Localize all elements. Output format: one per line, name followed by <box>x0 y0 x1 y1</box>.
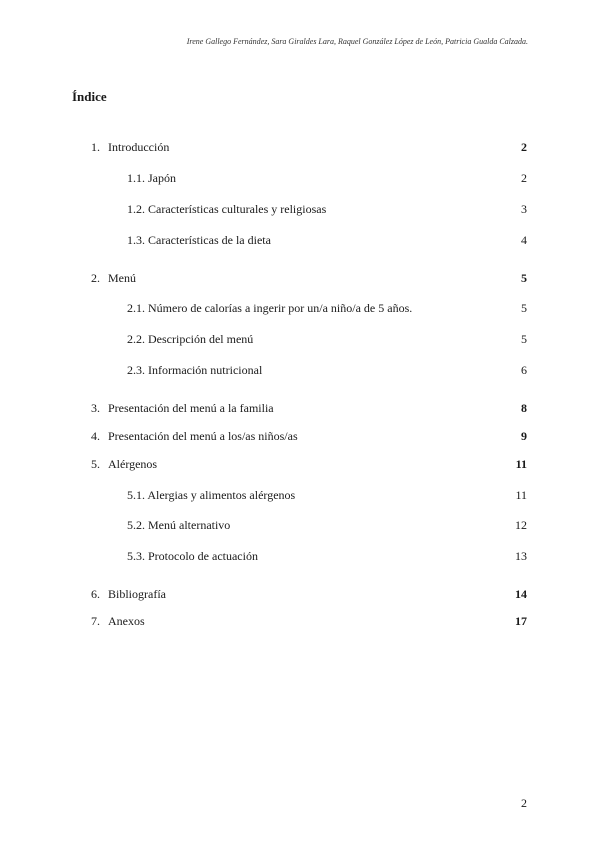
toc-entry-page: 9 <box>521 429 527 443</box>
toc-entry-label: Presentación del menú a los/as niños/as <box>108 429 298 443</box>
toc-entry-page: 11 <box>515 457 527 471</box>
toc-entry-number: 5. <box>91 457 100 471</box>
toc-subentry-label: 2.3. Información nutricional <box>127 363 263 377</box>
toc-subentry[interactable] <box>0 300 600 316</box>
toc-entry-page: 2 <box>521 140 527 154</box>
toc-entry[interactable] <box>0 428 600 444</box>
toc-entry-label: Anexos <box>108 614 145 628</box>
toc-subentry[interactable] <box>0 331 600 347</box>
toc-entry[interactable] <box>0 270 600 286</box>
toc-subentry[interactable] <box>0 548 600 564</box>
toc-subentry-page: 5 <box>521 301 527 315</box>
toc-entry-label: Presentación del menú a la familia <box>108 401 274 415</box>
toc-entry-label: Menú <box>108 271 136 285</box>
toc-entry[interactable] <box>0 613 600 629</box>
toc-subentry[interactable] <box>0 201 600 217</box>
toc-subentry-label: 5.1. Alergias y alimentos alérgenos <box>127 488 296 502</box>
toc-subentry-page: 13 <box>515 549 527 563</box>
toc-entry-label: Bibliografía <box>108 587 166 601</box>
toc-subentry[interactable] <box>0 170 600 186</box>
toc-entry-number: 2. <box>91 271 100 285</box>
toc-subentry-page: 4 <box>521 233 527 247</box>
page-header-authors: Irene Gallego Fernández, Sara Giraldes Lara, Raquel González López de León, Patricia Gualda Calzada. <box>186 37 528 46</box>
toc-entry[interactable] <box>0 139 600 155</box>
toc-subentry[interactable] <box>0 517 600 533</box>
toc-subentry-label: 5.3. Protocolo de actuación <box>127 549 258 563</box>
toc-entry-number: 1. <box>91 140 100 154</box>
toc-entry[interactable] <box>0 400 600 416</box>
toc-entry-page: 14 <box>515 587 527 601</box>
toc-subentry-label: 5.2. Menú alternativo <box>127 518 231 532</box>
toc-entry-number: 4. <box>91 429 100 443</box>
toc-entry-label: Introducción <box>108 140 170 154</box>
toc-subentry-page: 6 <box>521 363 527 377</box>
toc-subentry-page: 2 <box>521 171 527 185</box>
toc-subentry-page: 3 <box>521 202 527 216</box>
toc-entry-page: 17 <box>515 614 527 628</box>
toc-entry-number: 6. <box>91 587 100 601</box>
toc-entry-label: Alérgenos <box>108 457 158 471</box>
toc-subentry-label: 2.2. Descripción del menú <box>127 332 254 346</box>
toc-subentry-page: 5 <box>521 332 527 346</box>
toc-subentry-label: 1.3. Características de la dieta <box>127 233 271 247</box>
toc-entry[interactable] <box>0 456 600 472</box>
toc-subentry-label: 1.1. Japón <box>127 171 176 185</box>
page-title: Índice <box>72 89 107 104</box>
toc-entry-number: 3. <box>91 401 100 415</box>
toc-subentry[interactable] <box>0 232 600 248</box>
toc-entry-page: 5 <box>521 271 527 285</box>
toc-entry-page: 8 <box>521 401 527 415</box>
toc-subentry[interactable] <box>0 362 600 378</box>
toc-subentry[interactable] <box>0 487 600 503</box>
toc-subentry-page: 12 <box>515 518 527 532</box>
toc-subentry-label: 2.1. Número de calorías a ingerir por un/a niño/a de 5 años. <box>127 301 413 315</box>
toc-entry[interactable] <box>0 586 600 602</box>
toc-subentry-page: 11 <box>515 488 527 502</box>
page-number: 2 <box>521 796 527 810</box>
toc-entry-number: 7. <box>91 614 100 628</box>
toc-subentry-label: 1.2. Características culturales y religiosas <box>127 202 327 216</box>
